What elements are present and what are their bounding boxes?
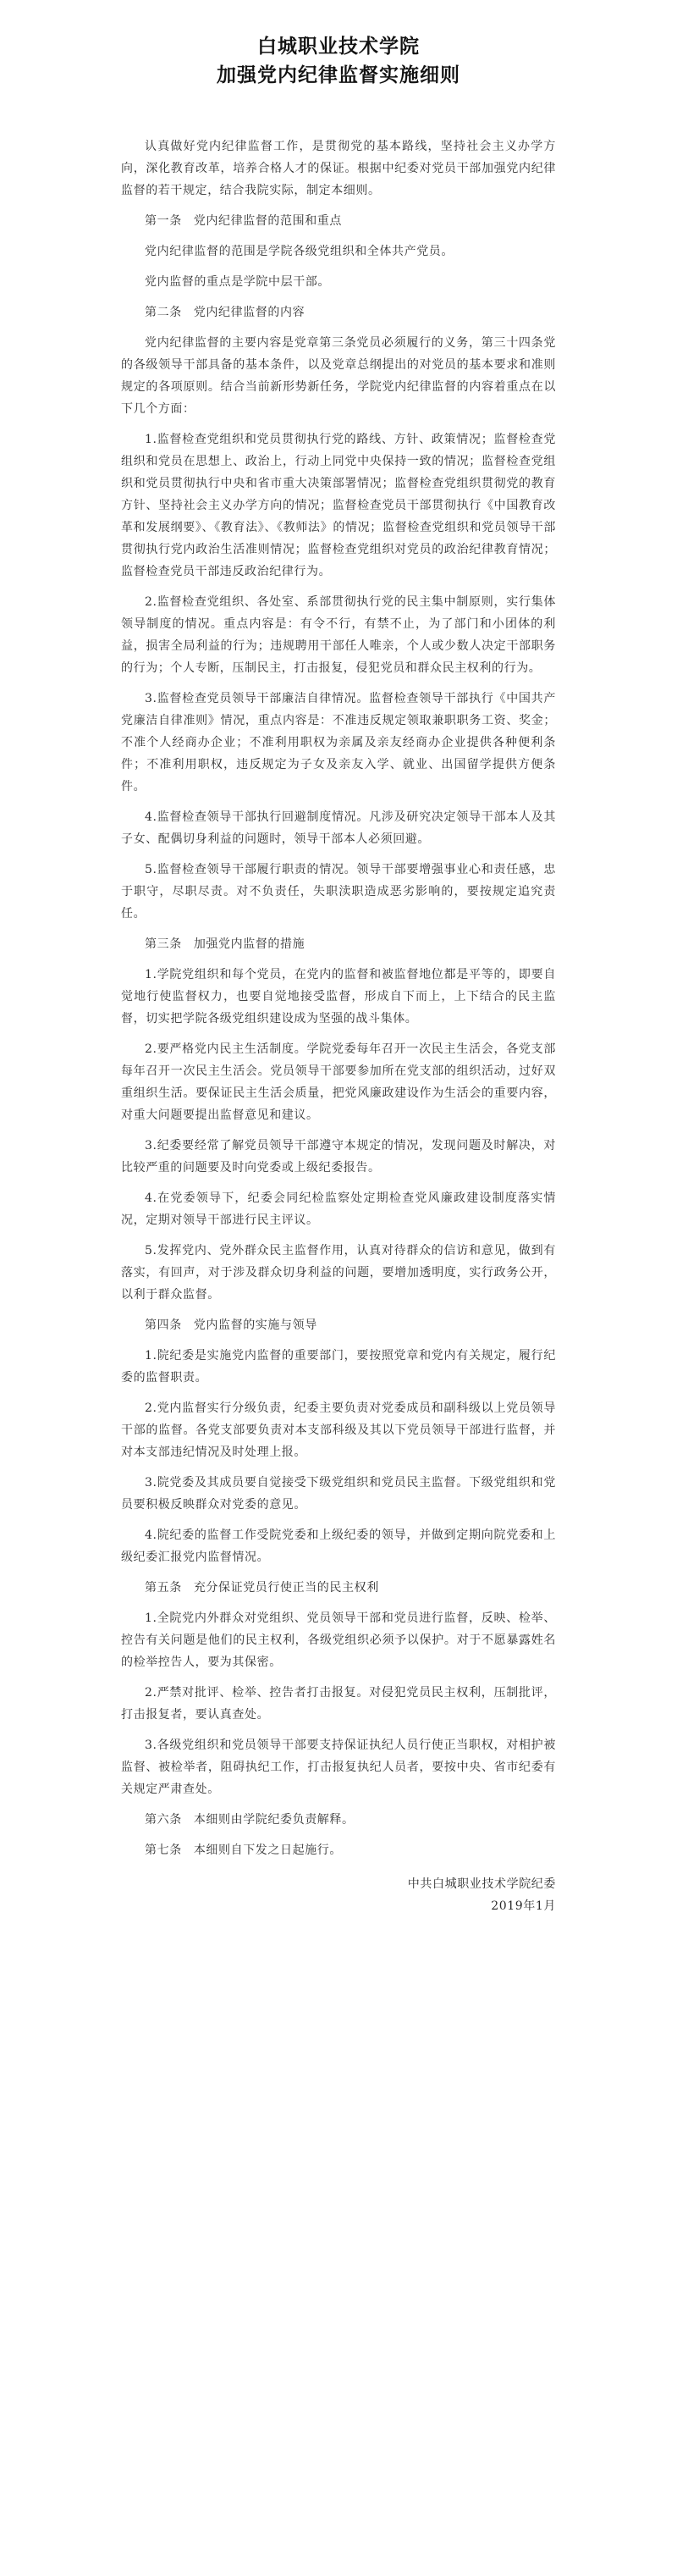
- document-body: [121, 135, 556, 1917]
- list-item: 4.院纪委的监督工作受院党委和上级纪委的领导，并做到定期向院党委和上级纪委汇报党内监督情况。: [121, 1528, 556, 1564]
- list-item: 2.严禁对批评、检举、控告者打击报复。对侵犯党员民主权利，压制批评，打击报复者，要认真查处。: [121, 1686, 556, 1722]
- article-number: 第五条: [145, 1581, 182, 1595]
- paragraph: 党内纪律监督的主要内容是党章第三条党员必须履行的义务，第三十四条党的各级领导干部具备的基本条件，以及党章总纲提出的对党员的基本要求和准则规定的各项原则。结合当前新形势新任务，学院党内纪律监督的内容着重点在以下几个方面：: [121, 336, 556, 416]
- list-item: 3.纪委要经常了解党员领导干部遵守本规定的情况，发现问题及时解决，对比较严重的问题要及时向党委或上级纪委报告。: [121, 1139, 556, 1175]
- list-item: 1.全院党内外群众对党组织、党员领导干部和党员进行监督，反映、检举、控告有关问题是他们的民主权利，各级党组织必须予以保护。对于不愿暴露姓名的检举控告人，要为其保密。: [121, 1611, 556, 1669]
- list-item: 4.在党委领导下，纪委会同纪检监察处定期检查党风廉政建设制度落实情况，定期对领导干部进行民主评议。: [121, 1191, 556, 1227]
- signature-date: 2019年1月: [491, 1899, 556, 1913]
- list-item: 2.要严格党内民主生活制度。学院党委每年召开一次民主生活会，各党支部每年召开一次民主生活会。党员领导干部要参加所在党支部的组织活动，过好双重组织生活。要保证民主生活会质量，把党风廉政建设作为生活会的重要内容，对重大问题要提出监督意见和建议。: [121, 1042, 556, 1122]
- document-title: 白城职业技术学院: [257, 35, 420, 58]
- list-item: 5.监督检查领导干部履行职责的情况。领导干部要增强事业心和责任感，忠于职守，尽职尽责。对不负责任，失职渎职造成恶劣影响的，要按规定追究责任。: [121, 863, 556, 920]
- document-subtitle: 加强党内纪律监督实施细则: [217, 64, 460, 86]
- article-number: 第七条: [145, 1844, 182, 1857]
- article-number: 第一条: [145, 214, 182, 228]
- article-number: 第二条: [145, 306, 182, 319]
- list-item: 2.党内监督实行分级负责，纪委主要负责对党委成员和副科级以上党员领导干部的监督。各党支部要负责对本支部科级及其以下党员领导干部进行监督，并对本支部违纪情况及时处理上报。: [121, 1401, 556, 1459]
- list-item: 1.学院党组织和每个党员，在党内的监督和被监督地位都是平等的，即要自觉地行使监督权力，也要自觉地接受监督，形成自下而上，上下结合的民主监督，切实把学院各级党组织建设成为坚强的战斗集体。: [121, 968, 556, 1025]
- paragraph: 党内纪律监督的范围是学院各级党组织和全体共产党员。: [145, 245, 454, 258]
- article-text: 本细则由学院纪委负责解释。: [193, 1813, 355, 1827]
- article-title: 党内纪律监督的范围和重点: [193, 214, 343, 228]
- article-3-heading: [121, 933, 556, 955]
- article-title: 党内监督的实施与领导: [193, 1318, 317, 1332]
- list-item: 5.发挥党内、党外群众民主监督作用，认真对待群众的信访和意见，做到有落实，有回声，对于涉及群众切身利益的问题，要增加透明度，实行政务公开，以利于群众监督。: [121, 1244, 556, 1302]
- article-text: 本细则自下发之日起施行。: [193, 1844, 343, 1857]
- list-item: 4.监督检查领导干部执行回避制度情况。凡涉及研究决定领导干部本人及其子女、配偶切身利益的问题时，领导干部本人必须回避。: [121, 810, 556, 846]
- signature-org: 中共白城职业技术学院纪委: [407, 1877, 556, 1891]
- article-7: [121, 1839, 556, 1861]
- paragraph: 党内监督的重点是学院中层干部。: [145, 275, 330, 289]
- list-item: 3.院党委及其成员要自觉接受下级党组织和党员民主监督。下级党组织和党员要积极反映群众对党委的意见。: [121, 1476, 556, 1512]
- list-item: 3.各级党组织和党员领导干部要支持保证执纪人员行使正当职权，对相护被监督、被检举者，阻碍执纪工作，打击报复执纪人员者，要按中央、省市纪委有关规定严肃查处。: [121, 1739, 556, 1796]
- preamble: 认真做好党内纪律监督工作，是贯彻党的基本路线，坚持社会主义办学方向，深化教育改革，培养合格人才的保证。根据中纪委对党员干部加强党内纪律监督的若干规定，结合我院实际，制定本细则。: [121, 140, 556, 197]
- article-2-heading: [121, 301, 556, 323]
- article-4-heading: [121, 1314, 556, 1336]
- article-number: 第六条: [145, 1813, 182, 1827]
- article-5-heading: [121, 1577, 556, 1599]
- article-title: 党内纪律监督的内容: [193, 306, 305, 319]
- article-number: 第四条: [145, 1318, 182, 1332]
- list-item: 2.监督检查党组织、各处室、系部贯彻执行党的民主集中制原则，实行集体领导制度的情况。重点内容是：有令不行，有禁不止，为了部门和小团体的利益，损害全局利益的行为；违规聘用干部任人唯亲，个人或少数人决定干部职务的行为；个人专断，压制民主，打击报复，侵犯党员和群众民主权利的行为。: [121, 595, 556, 675]
- list-item: 1.院纪委是实施党内监督的重要部门，要按照党章和党内有关规定，履行纪委的监督职责。: [121, 1349, 556, 1385]
- article-6: [121, 1809, 556, 1831]
- list-item: 3.监督检查党员领导干部廉洁自律情况。监督检查领导干部执行《中国共产党廉洁自律准则》情况，重点内容是：不准违反规定领取兼职职务工资、奖金；不准个人经商办企业；不准利用职权为亲属及亲友经商办企业提供各种便利条件；不准利用职权，违反规定为子女及亲友入学、就业、出国留学提供方便条件。: [121, 692, 556, 793]
- list-item: 1.监督检查党组织和党员贯彻执行党的路线、方针、政策情况；监督检查党组织和党员在思想上、政治上，行动上同党中央保持一致的情况；监督检查党组织和党员贯彻执行中央和省市重大决策部署情况；监督检查党组织贯彻党的教育方针、坚持社会主义办学方向的情况；监督检查党员干部贯彻执行《中国教育改革和发展纲要》、《教育法》、《教师法》的情况；监督检查党组织和党员领导干部贯彻执行党内政治生活准则情况；监督检查党组织对党员的政治纪律教育情况；监督检查党员干部违反政治纪律行为。: [121, 433, 556, 578]
- article-number: 第三条: [145, 937, 182, 951]
- article-title: 加强党内监督的措施: [193, 937, 305, 951]
- article-1-heading: [121, 210, 556, 232]
- article-title: 充分保证党员行使正当的民主权利: [193, 1581, 379, 1595]
